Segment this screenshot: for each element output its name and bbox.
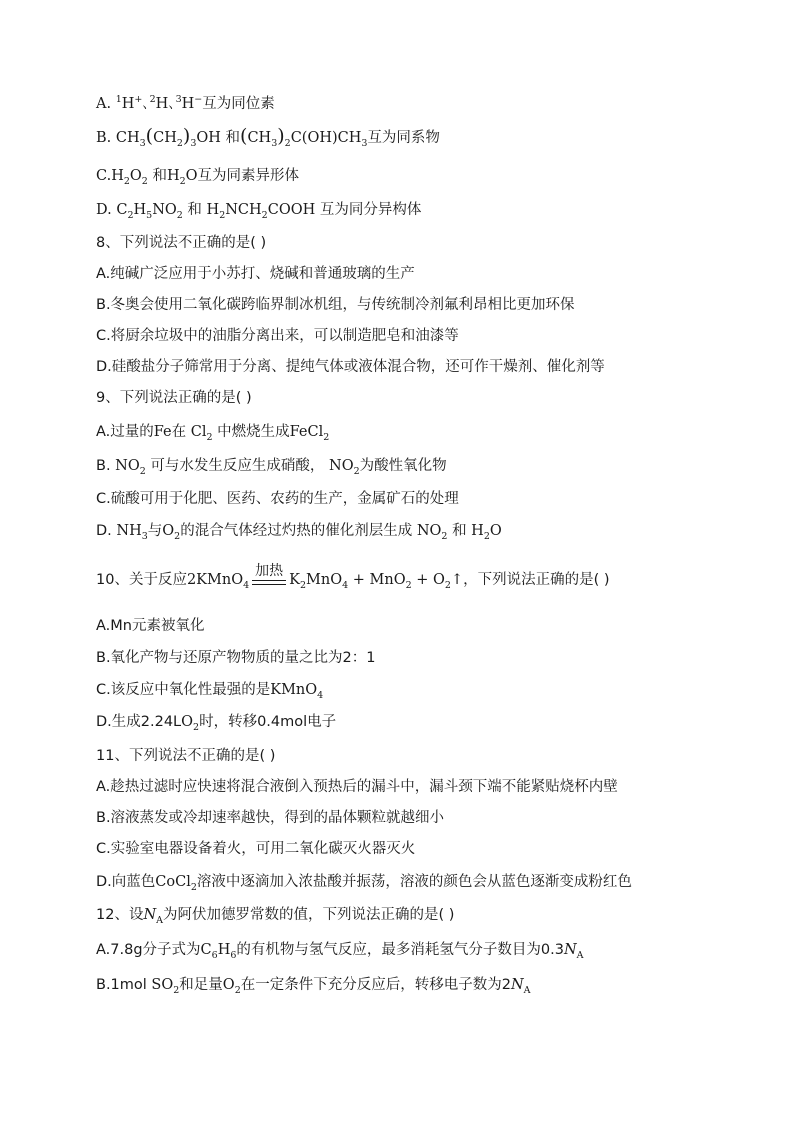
option-7b: B. $CH_3(CH_2)_3OH$ 和$(CH_3)_2C(OH)CH_3$互为同系物 bbox=[96, 125, 440, 149]
option-11d: D.向蓝色CoCl$_2$溶液中逐滴加入浓盐酸并振荡，溶液的颜色会从蓝色逐渐变成粉红色 bbox=[96, 874, 632, 893]
formula-reaction: 2KMnO$_4$ 加热 $K_2MnO_4 + MnO_2$ + $O_2↑$ bbox=[186, 563, 464, 591]
question-8: 8、下列说法不正确的是( ) bbox=[96, 235, 267, 251]
option-10a: A.Mn元素被氧化 bbox=[96, 618, 205, 634]
option-11b: B.溶液蒸发或冷却速率越快，得到的晶体颗粒就越细小 bbox=[96, 810, 445, 826]
question-10: 10、关于反应2KMnO$_4$ 加热 $K_2MnO_4 + MnO_2$ + $O_2↑$，下列说法正确的是( ) bbox=[96, 563, 610, 591]
formula-glycine: $H_2NCH_2COOH$ bbox=[206, 202, 316, 221]
option-7a: A. $^1$H+､$^2$H､$^3$H−互为同位素 bbox=[96, 94, 275, 112]
option-9d: D. $NH_3$与$O_2$的混合气体经过灼热的催化剂层生成 $NO_2$ 和 $H_2O$ bbox=[96, 523, 502, 542]
formula-h2o2: $H_2O_2$ bbox=[111, 168, 148, 187]
option-12a: A.7.8g分子式为$C_6H_6$的有机物与氢气反应，最多消耗氢气分子数目为$0.3N_A$ bbox=[96, 942, 584, 961]
option-7d: D. $C_2H_5NO_2$ 和 $H_2NCH_2COOH$ 互为同分异构体 bbox=[96, 202, 422, 221]
formula-butanol: $CH_3(CH_2)_3OH$ bbox=[115, 125, 221, 149]
option-10b: B.氧化产物与还原产物物质的量之比为2：1 bbox=[96, 650, 376, 666]
option-8d: D.硅酸盐分子筛常用于分离、提纯气体或液体混合物，还可作干燥剂、催化剂等 bbox=[96, 359, 605, 375]
option-10c: C.该反应中氧化性最强的是KMnO$_4$ bbox=[96, 682, 324, 701]
formula-h2o: $H_2O$ bbox=[166, 168, 198, 187]
question-12: 12、设$N_A$为阿伏加德罗常数的值，下列说法正确的是( ) bbox=[96, 907, 455, 926]
option-10d: D.生成$2.24LO_2$时，转移0.4mol电子 bbox=[96, 714, 337, 733]
formula-hydrogen-isotopes: $^1$H+､$^2$H､$^3$H− bbox=[115, 94, 203, 112]
option-9b: B. $NO_2$ 可与水发生反应生成硝酸， $NO_2$为酸性氧化物 bbox=[96, 458, 447, 477]
formula-tert-butanol: $(CH_3)_2C(OH)CH_3$ bbox=[240, 125, 368, 149]
option-9c: C.硫酸可用于化肥、医药、农药的生产，金属矿石的处理 bbox=[96, 491, 459, 507]
question-9: 9、下列说法正确的是( ) bbox=[96, 390, 252, 406]
option-11a: A.趁热过滤时应快速将混合液倒入预热后的漏斗中，漏斗颈下端不能紧贴烧杯内壁 bbox=[96, 779, 618, 795]
option-11c: C.实验室电器设备着火，可用二氧化碳灭火器灭火 bbox=[96, 841, 416, 857]
option-8c: C.将厨余垃圾中的油脂分离出来，可以制造肥皂和油漆等 bbox=[96, 328, 459, 344]
option-8b: B.冬奥会使用二氧化碳跨临界制冰机组，与传统制冷剂氟利昂相比更加环保 bbox=[96, 297, 575, 313]
option-12b: B.1mol $SO_2$和足量$O_2$在一定条件下充分反应后，转移电子数为$2N_A$ bbox=[96, 977, 531, 996]
option-7c: $C.H_2O_2$ 和$H_2O$互为同素异形体 bbox=[96, 168, 300, 187]
option-8a: A.纯碱广泛应用于小苏打、烧碱和普通玻璃的生产 bbox=[96, 266, 415, 282]
heating-arrow-icon: 加热 bbox=[251, 570, 287, 590]
formula-nitroethane: $C_2H_5NO_2$ bbox=[116, 202, 183, 221]
question-11: 11、下列说法不正确的是( ) bbox=[96, 748, 276, 764]
option-9a: A.过量的Fe在 $Cl_2$ 中燃烧生成FeCl$_2$ bbox=[96, 424, 330, 443]
